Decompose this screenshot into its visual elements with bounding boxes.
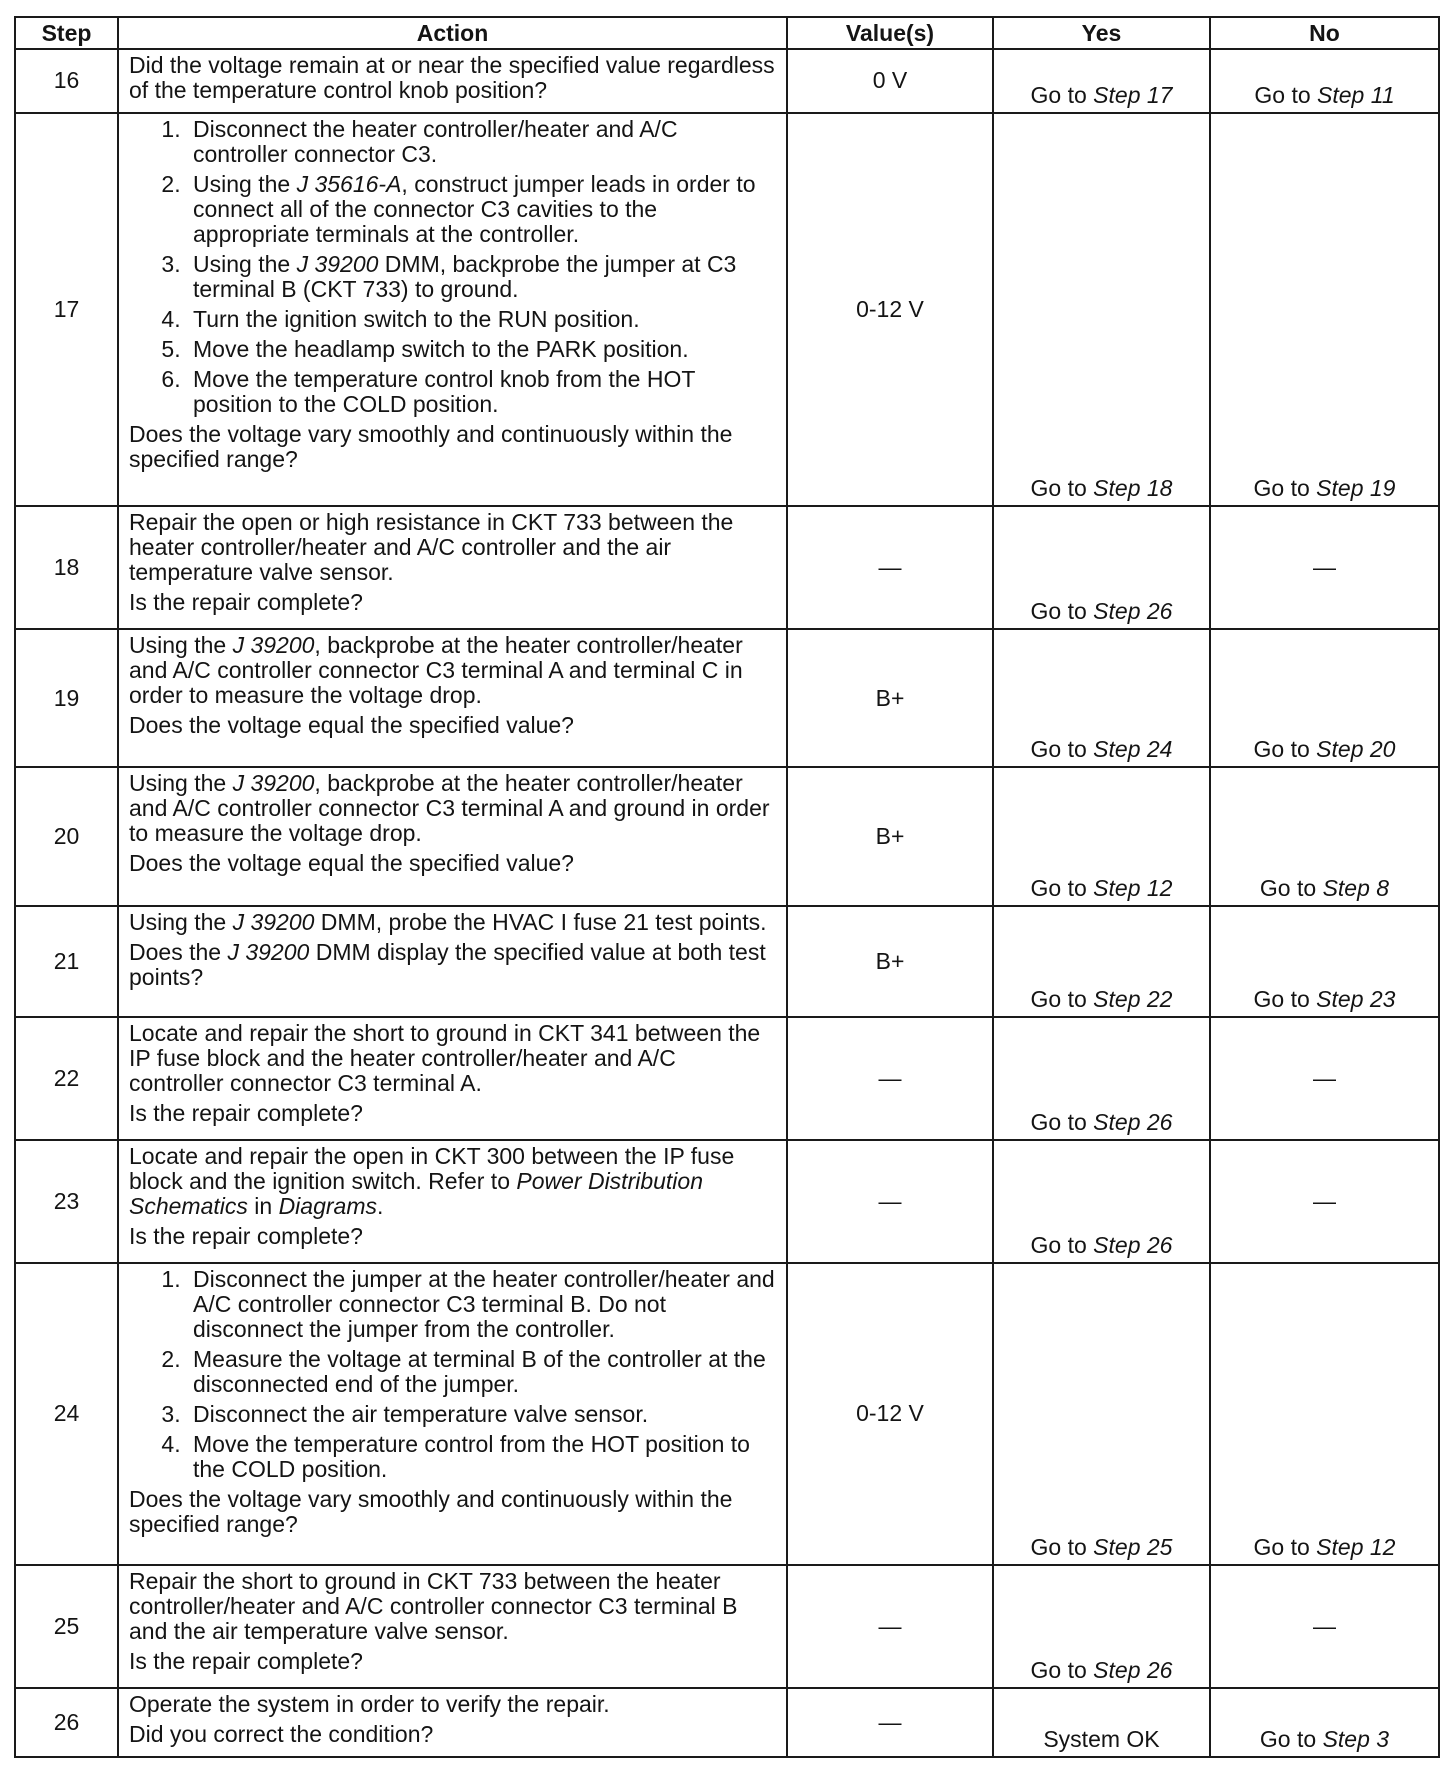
goto-prefix: Go to <box>1253 474 1310 501</box>
yes-cell <box>993 906 1210 1017</box>
goto-step-link[interactable]: Step 17 <box>1093 81 1173 108</box>
step-number: 23 <box>15 1140 118 1263</box>
goto-step-link[interactable]: Step 19 <box>1316 474 1396 501</box>
yes-cell <box>993 1017 1210 1140</box>
step-number: 20 <box>15 767 118 905</box>
goto-prefix: Go to <box>1030 736 1087 763</box>
value-cell: — <box>787 1017 993 1140</box>
no-cell <box>1210 767 1439 905</box>
action-question: Is the repair complete? <box>129 588 363 615</box>
value-cell: — <box>787 1140 993 1263</box>
yes-cell <box>993 113 1210 506</box>
action-cell <box>118 906 787 1017</box>
goto-step-link[interactable]: Step 26 <box>1093 1109 1173 1136</box>
goto-step-link[interactable]: Step 11 <box>1317 81 1395 108</box>
table-row <box>15 906 1439 1017</box>
no-cell: — <box>1210 1565 1439 1688</box>
action-step: 5. Move the headlamp switch to the PARK position. <box>187 337 776 362</box>
action-cell <box>118 767 787 905</box>
goto-step-link[interactable]: Step 12 <box>1093 874 1173 901</box>
action-cell <box>118 1017 787 1140</box>
step-number: 22 <box>15 1017 118 1140</box>
no-cell <box>1210 629 1439 767</box>
action-text: Using the J 39200, backprobe at the heater controller/heater and A/C controller connector C3 terminal A and ground in order to measure the voltage drop. <box>129 770 770 847</box>
value-cell: 0 V <box>787 49 993 113</box>
yes-cell <box>993 1263 1210 1564</box>
yes-cell <box>993 1565 1210 1688</box>
step-number: 19 <box>15 629 118 767</box>
no-cell <box>1210 1688 1439 1757</box>
action-text: Repair the short to ground in CKT 733 between the heater controller/heater and A/C controller connector C3 terminal B and the air temperature valve sensor. <box>129 1567 738 1644</box>
table-row <box>15 1688 1439 1757</box>
value-cell: B+ <box>787 767 993 905</box>
step-number: 16 <box>15 49 118 113</box>
action-question: Does the J 39200 DMM display the specified value at both test points? <box>129 938 766 990</box>
action-text: Repair the open or high resistance in CKT 733 between the heater controller/heater and A/C controller and the air temperature valve sensor. <box>129 508 734 585</box>
action-steps <box>129 1267 776 1482</box>
yes-cell <box>993 506 1210 629</box>
value-cell: — <box>787 506 993 629</box>
header-row <box>15 17 1439 49</box>
diagnostic-table <box>14 16 1440 1758</box>
goto-prefix: Go to <box>1030 81 1087 108</box>
goto-prefix: Go to <box>1030 985 1087 1012</box>
goto-prefix: Go to <box>1030 1109 1087 1136</box>
goto-step-link[interactable]: Step 8 <box>1322 874 1390 901</box>
table-row <box>15 1263 1439 1564</box>
action-cell <box>118 1140 787 1263</box>
action-question: Is the repair complete? <box>129 1647 363 1674</box>
goto-step-link[interactable]: Step 12 <box>1316 1533 1396 1560</box>
step-number: 18 <box>15 506 118 629</box>
step-number: 21 <box>15 906 118 1017</box>
value-cell: — <box>787 1688 993 1757</box>
header-step: Step <box>15 17 118 49</box>
table-row <box>15 1017 1439 1140</box>
action-question: Did you correct the condition? <box>129 1720 434 1747</box>
table-row <box>15 767 1439 905</box>
value-cell: B+ <box>787 906 993 1017</box>
action-question: Does the voltage equal the specified value? <box>129 850 574 877</box>
action-step: 1. Disconnect the heater controller/heater and A/C controller connector C3. <box>187 117 776 167</box>
goto-prefix: Go to <box>1030 598 1087 625</box>
goto-step-link[interactable]: Step 22 <box>1093 985 1173 1012</box>
goto-prefix: Go to <box>1259 1726 1317 1752</box>
no-cell <box>1210 906 1439 1017</box>
step-number: 25 <box>15 1565 118 1688</box>
goto-step-link[interactable]: Step 26 <box>1093 1656 1173 1683</box>
goto-prefix: Go to <box>1030 1533 1087 1560</box>
action-cell <box>118 1688 787 1757</box>
yes-cell <box>993 629 1210 767</box>
no-cell: — <box>1210 1140 1439 1263</box>
table-row <box>15 506 1439 629</box>
table-row <box>15 49 1439 113</box>
goto-prefix: Go to <box>1254 81 1311 108</box>
action-cell <box>118 49 787 113</box>
goto-step-link[interactable]: Step 20 <box>1316 736 1396 763</box>
goto-prefix: Go to <box>1030 474 1087 501</box>
yes-cell: System OK <box>993 1688 1210 1757</box>
goto-prefix: Go to <box>1253 985 1310 1012</box>
action-question: Is the repair complete? <box>129 1223 363 1250</box>
step-number: 24 <box>15 1263 118 1564</box>
goto-prefix: Go to <box>1259 874 1317 901</box>
action-text: Using the J 39200, backprobe at the heater controller/heater and A/C controller connector C3 terminal A and terminal C in order to measure the voltage drop. <box>129 632 743 709</box>
action-cell <box>118 1263 787 1564</box>
value-cell: — <box>787 1565 993 1688</box>
action-step: 2. Measure the voltage at terminal B of the controller at the disconnected end of the jumper. <box>187 1347 776 1397</box>
no-cell <box>1210 49 1439 113</box>
goto-prefix: Go to <box>1030 1656 1087 1683</box>
no-cell <box>1210 1263 1439 1564</box>
table-row <box>15 113 1439 506</box>
goto-prefix: Go to <box>1030 874 1087 901</box>
no-cell: — <box>1210 506 1439 629</box>
action-step: 3. Disconnect the air temperature valve sensor. <box>187 1402 776 1427</box>
goto-step-link[interactable]: Step 26 <box>1093 1232 1173 1259</box>
goto-step-link[interactable]: Step 3 <box>1322 1726 1390 1752</box>
action-steps <box>129 117 776 417</box>
value-cell: B+ <box>787 629 993 767</box>
header-no: No <box>1210 17 1439 49</box>
table-row <box>15 629 1439 767</box>
table-row <box>15 1140 1439 1263</box>
yes-cell <box>993 767 1210 905</box>
action-text: Locate and repair the short to ground in CKT 341 between the IP fuse block and the heater controller/heater and A/C controller connector C3 terminal A. <box>129 1019 761 1096</box>
table-body <box>15 49 1439 1757</box>
action-step: 4. Turn the ignition switch to the RUN position. <box>187 307 776 332</box>
table-row <box>15 1565 1439 1688</box>
step-number: 17 <box>15 113 118 506</box>
header-values: Value(s) <box>787 17 993 49</box>
action-step: 1. Disconnect the jumper at the heater controller/heater and A/C controller connector C3 terminal B. Do not disconnect the jumper from the controller. <box>187 1267 776 1342</box>
goto-prefix: Go to <box>1030 1232 1087 1259</box>
goto-prefix: Go to <box>1253 1533 1310 1560</box>
goto-step-link[interactable]: Step 26 <box>1093 598 1173 625</box>
action-question: Does the voltage vary smoothly and continuously within the specified range? <box>129 420 733 472</box>
action-step: 4. Move the temperature control from the HOT position to the COLD position. <box>187 1432 776 1482</box>
action-question: Does the voltage equal the specified value? <box>129 712 574 739</box>
yes-cell <box>993 1140 1210 1263</box>
action-cell <box>118 629 787 767</box>
goto-step-link[interactable]: Step 23 <box>1316 985 1396 1012</box>
action-cell <box>118 113 787 506</box>
action-question: Does the voltage vary smoothly and continuously within the specified range? <box>129 1486 733 1538</box>
goto-step-link[interactable]: Step 25 <box>1093 1533 1173 1560</box>
action-step: 2. Using the J 35616-A, construct jumper leads in order to connect all of the connector C3 cavities to the appropriate terminals at the controller. <box>187 172 776 247</box>
yes-cell <box>993 49 1210 113</box>
action-question: Is the repair complete? <box>129 1099 363 1126</box>
header-action: Action <box>118 17 787 49</box>
header-yes: Yes <box>993 17 1210 49</box>
action-step: 3. Using the J 39200 DMM, backprobe the jumper at C3 terminal B (CKT 733) to ground. <box>187 252 776 302</box>
value-cell: 0-12 V <box>787 1263 993 1564</box>
no-cell <box>1210 113 1439 506</box>
action-cell <box>118 506 787 629</box>
value-cell: 0-12 V <box>787 113 993 506</box>
no-cell: — <box>1210 1017 1439 1140</box>
step-number: 26 <box>15 1688 118 1757</box>
action-cell <box>118 1565 787 1688</box>
goto-step-link[interactable]: Step 18 <box>1093 474 1173 501</box>
action-step: 6. Move the temperature control knob from the HOT position to the COLD position. <box>187 367 776 417</box>
goto-prefix: Go to <box>1253 736 1310 763</box>
action-question: Did the voltage remain at or near the specified value regardless of the temperature control knob position? <box>129 52 775 103</box>
action-text: Operate the system in order to verify the repair. <box>129 1690 610 1717</box>
action-text: Using the J 39200 DMM, probe the HVAC I fuse 21 test points. <box>129 908 767 935</box>
goto-step-link[interactable]: Step 24 <box>1093 736 1173 763</box>
action-text: Locate and repair the open in CKT 300 between the IP fuse block and the ignition switch. Refer to Power Distribution Schematics in Diagrams. <box>129 1143 735 1220</box>
